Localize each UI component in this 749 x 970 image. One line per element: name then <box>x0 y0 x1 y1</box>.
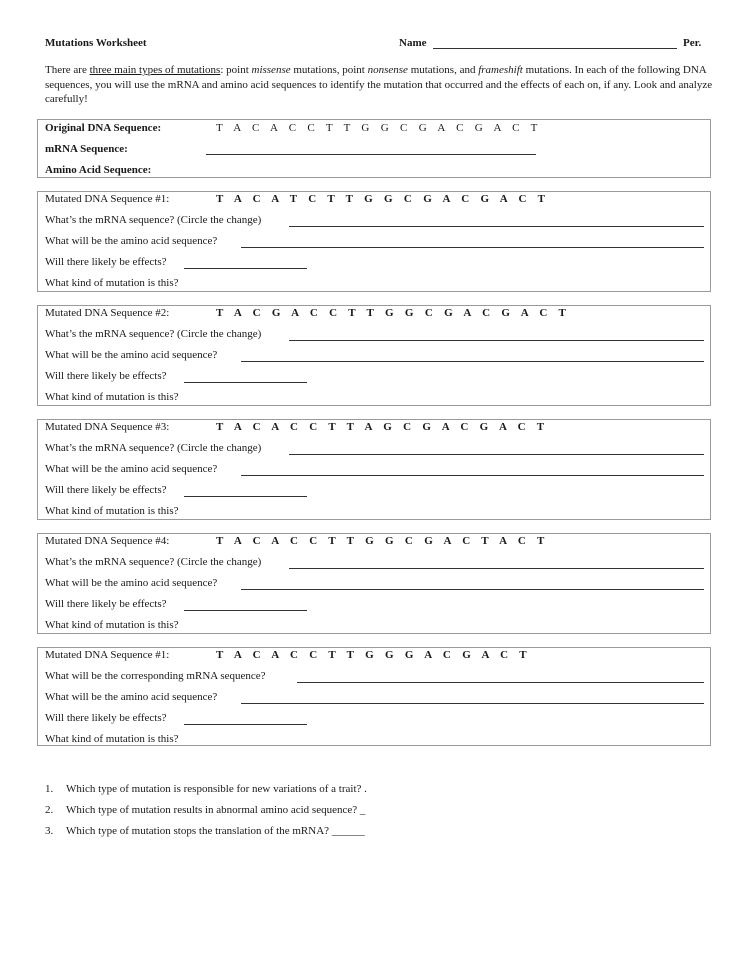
intro-text: mutations, point <box>290 64 368 76</box>
answer-blank[interactable]: . <box>364 783 367 795</box>
original-dna-label: Original DNA Sequence: <box>45 122 162 134</box>
original-dna-sequence: T A C A C C T T G G C G A C G A C T <box>216 122 542 134</box>
question-mrna: What’s the mRNA sequence? (Circle the change) <box>45 556 262 568</box>
question-amino: What will be the amino acid sequence? <box>45 349 218 361</box>
intro-text: mutations. In each of the following DNA sequences, you will use the mRNA and amino acid sequences to identify the mutation that occurred and the effects of each on, if any. Look and analyze carefully! <box>45 64 713 105</box>
question-effects: Will there likely be effects? <box>45 598 167 610</box>
intro-underlined: three main types of mutations <box>89 64 221 76</box>
question-kind: What kind of mutation is this? <box>45 391 179 403</box>
amino-answer-line[interactable] <box>241 361 704 362</box>
intro-missense: missense <box>251 64 291 76</box>
question-kind: What kind of mutation is this? <box>45 619 179 631</box>
question-amino: What will be the amino acid sequence? <box>45 577 218 589</box>
mutated-dna-sequence: T A C G A C C T T G G C G A C G A C T <box>216 307 571 319</box>
mrna-label: mRNA Sequence: <box>45 143 128 155</box>
mutated-dna-sequence: T A C A C C T T G G C G A C T A C T <box>216 535 549 547</box>
question-mrna: What’s the mRNA sequence? (Circle the change) <box>45 214 262 226</box>
mrna-answer-line[interactable] <box>289 226 704 227</box>
mrna-answer-line[interactable] <box>289 454 704 455</box>
name-label: Name <box>399 37 427 49</box>
mutation-label: Mutated DNA Sequence #4: <box>45 535 170 547</box>
question-effects: Will there likely be effects? <box>45 256 167 268</box>
mutation-box-5 <box>37 647 711 746</box>
answer-blank[interactable]: _ <box>359 804 366 816</box>
period-label: Per. <box>683 37 702 49</box>
effects-answer-line[interactable] <box>184 724 307 725</box>
question-text: Which type of mutation is responsible for new variations of a trait? <box>66 783 362 795</box>
mutated-dna-sequence: T A C A T C T T G G C G A C G A C T <box>216 193 550 205</box>
effects-answer-line[interactable] <box>184 496 307 497</box>
question-3 <box>45 825 365 837</box>
answer-blank[interactable]: ______ <box>331 825 365 837</box>
mutation-box-2 <box>37 305 711 406</box>
original-sequence-box <box>37 119 711 178</box>
intro-text: mutations, and <box>407 64 479 76</box>
question-effects: Will there likely be effects? <box>45 484 167 496</box>
question-text: Which type of mutation results in abnormal amino acid sequence? <box>66 804 358 816</box>
effects-answer-line[interactable] <box>184 382 307 383</box>
mutation-box-4 <box>37 533 711 634</box>
intro-text: : point <box>220 64 252 76</box>
question-effects: Will there likely be effects? <box>45 370 167 382</box>
mrna-answer-line[interactable] <box>206 154 536 155</box>
mutation-box-1 <box>37 191 711 292</box>
effects-answer-line[interactable] <box>184 268 307 269</box>
question-number: 3. <box>45 825 54 837</box>
intro-text: There are <box>45 64 90 76</box>
mutation-label: Mutated DNA Sequence #1: <box>45 193 170 205</box>
intro-frameshift: frameshift <box>478 64 523 76</box>
mutated-dna-sequence: T A C A C C T T G G G A C G A C T <box>216 649 531 661</box>
question-1 <box>45 783 367 795</box>
mutated-dna-sequence: T A C A C C T T A G C G A C G A C T <box>216 421 549 433</box>
amino-acid-label: Amino Acid Sequence: <box>45 164 152 176</box>
intro-nonsense: nonsense <box>367 64 408 76</box>
intro-paragraph <box>45 63 713 107</box>
mutation-label: Mutated DNA Sequence #3: <box>45 421 170 433</box>
mrna-answer-line[interactable] <box>289 568 704 569</box>
name-field[interactable] <box>433 48 677 49</box>
question-amino: What will be the amino acid sequence? <box>45 235 218 247</box>
amino-answer-line[interactable] <box>241 589 704 590</box>
question-number: 1. <box>45 783 54 795</box>
question-text: Which type of mutation stops the translation of the mRNA? <box>66 825 330 837</box>
question-amino: What will be the amino acid sequence? <box>45 691 218 703</box>
mutation-label: Mutated DNA Sequence #1: <box>45 649 170 661</box>
effects-answer-line[interactable] <box>184 610 307 611</box>
mrna-answer-line[interactable] <box>289 340 704 341</box>
question-number: 2. <box>45 804 54 816</box>
mutation-box-3 <box>37 419 711 520</box>
mutation-label: Mutated DNA Sequence #2: <box>45 307 170 319</box>
amino-answer-line[interactable] <box>241 475 704 476</box>
question-2 <box>45 804 365 816</box>
question-amino: What will be the amino acid sequence? <box>45 463 218 475</box>
question-mrna: What will be the corresponding mRNA sequence? <box>45 670 266 682</box>
amino-answer-line[interactable] <box>241 703 704 704</box>
question-effects: Will there likely be effects? <box>45 712 167 724</box>
question-kind: What kind of mutation is this? <box>45 733 179 745</box>
question-kind: What kind of mutation is this? <box>45 277 179 289</box>
mrna-answer-line[interactable] <box>297 682 704 683</box>
question-mrna: What’s the mRNA sequence? (Circle the change) <box>45 328 262 340</box>
worksheet-title: Mutations Worksheet <box>45 37 147 49</box>
amino-answer-line[interactable] <box>241 247 704 248</box>
question-mrna: What’s the mRNA sequence? (Circle the change) <box>45 442 262 454</box>
question-kind: What kind of mutation is this? <box>45 505 179 517</box>
